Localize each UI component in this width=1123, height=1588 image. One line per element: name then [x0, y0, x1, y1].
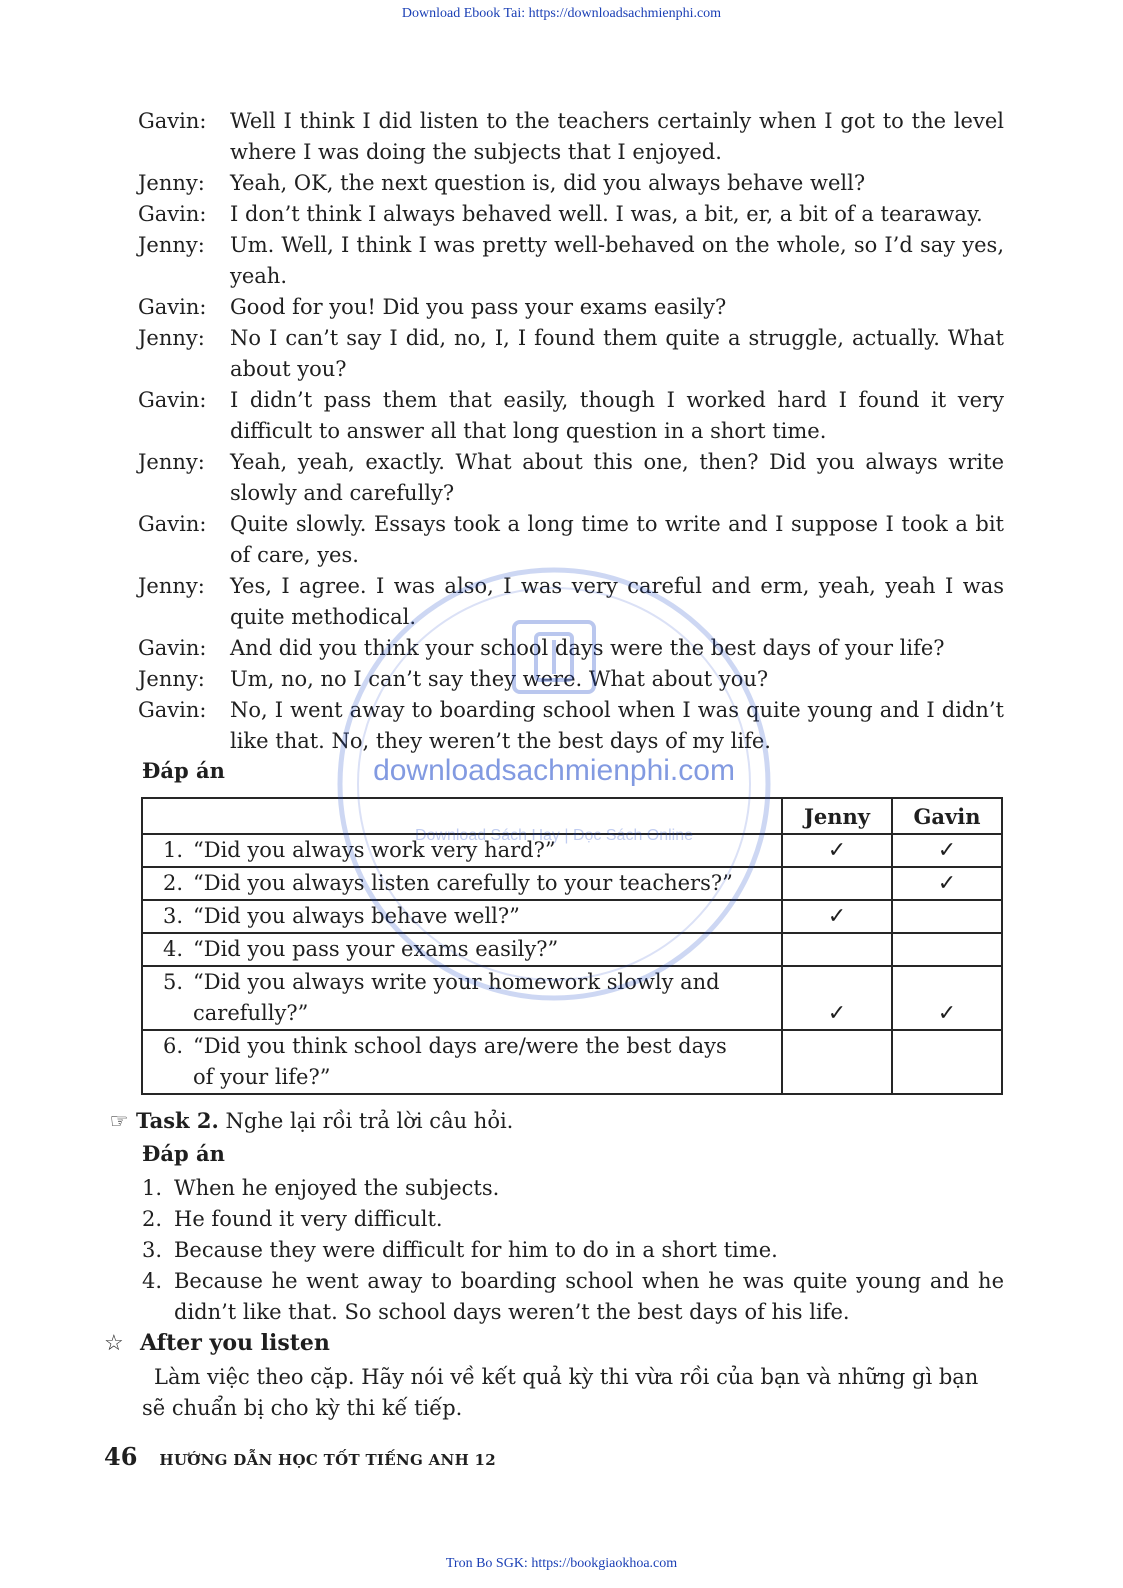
question-text: “Did you always behave well?”	[193, 904, 520, 928]
task2-instruction: Nghe lại rồi trả lời câu hỏi.	[225, 1109, 514, 1133]
question-text: “Did you always write your homework slowly and	[193, 970, 720, 994]
answer-text: He found it very difficult.	[174, 1207, 443, 1231]
question-cell	[142, 867, 782, 900]
speech-text: Yeah, OK, the next question is, did you always behave well?	[230, 171, 866, 195]
speaker-name: Jenny:	[138, 233, 205, 257]
speaker-name: Gavin:	[138, 636, 207, 660]
speaker-name: Jenny:	[138, 450, 205, 474]
gavin-check-cell	[892, 1030, 1002, 1094]
gavin-check-cell	[892, 900, 1002, 933]
question-cell	[142, 966, 782, 1030]
speaker-name: Gavin:	[138, 109, 207, 133]
question-text-continued: carefully?”	[193, 1001, 309, 1025]
speaker-name: Jenny:	[138, 667, 205, 691]
speaker-name: Jenny:	[138, 326, 205, 350]
pointing-hand-icon: ☞	[109, 1109, 129, 1133]
gavin-check-cell: ✓	[892, 867, 1002, 900]
book-title: HƯỚNG DẪN HỌC TỐT TIẾNG ANH 12	[159, 1451, 497, 1469]
footer-sgk-link[interactable]: Tron Bo SGK: https://bookgiaokhoa.com	[445, 1556, 678, 1571]
watermark-domain: downloadsachmienphi.com	[373, 754, 735, 787]
dialogue-turn	[138, 447, 1004, 509]
speaker-name: Gavin:	[138, 512, 207, 536]
dialogue-turn	[138, 292, 1004, 323]
dialogue-turn	[138, 385, 1004, 447]
question-cell	[142, 834, 782, 867]
star-icon: ☆	[104, 1331, 124, 1356]
answer-number: 3.	[142, 1238, 163, 1262]
column-header-gavin: Gavin	[892, 798, 1002, 834]
jenny-check-cell: ✓	[782, 966, 892, 1030]
speech-text: Quite slowly. Essays took a long time to write and I suppose I took a bit of care, yes.	[230, 512, 1004, 567]
column-header-jenny: Jenny	[782, 798, 892, 834]
question-text: “Did you think school days are/were the best days	[193, 1034, 727, 1058]
jenny-check-cell: ✓	[782, 900, 892, 933]
table-row	[142, 1030, 1002, 1094]
answer-table	[141, 797, 1003, 1095]
page-number: 46	[104, 1442, 138, 1471]
jenny-check-cell	[782, 933, 892, 966]
question-number: 2.	[163, 871, 184, 895]
after-you-listen-text: Làm việc theo cặp. Hãy nói về kết quả kỳ thi vừa rồi của bạn và những gì bạn sẽ chuẩn bị cho kỳ thi kế tiếp.	[142, 1365, 979, 1420]
task2-heading	[102, 1108, 513, 1133]
speaker-name: Gavin:	[138, 388, 207, 412]
jenny-check-cell	[782, 1030, 892, 1094]
speaker-name: Jenny:	[138, 574, 205, 598]
after-you-listen-heading	[104, 1330, 330, 1356]
answer-text: Because they were difficult for him to do in a short time.	[174, 1238, 778, 1262]
question-number: 3.	[163, 904, 184, 928]
jenny-check-cell	[782, 867, 892, 900]
dialogue-turn	[138, 571, 1004, 633]
table-row	[142, 966, 1002, 1030]
dialogue-turn	[138, 323, 1004, 385]
speech-text: And did you think your school days were the best days of your life?	[230, 636, 945, 660]
question-cell	[142, 933, 782, 966]
speech-text: I didn’t pass them that easily, though I worked hard I found it very difficult to answer all that long question in a short time.	[230, 388, 1004, 443]
after-you-listen-title: After you listen	[140, 1330, 330, 1356]
dialogue-turn	[138, 168, 1004, 199]
answer-number: 2.	[142, 1207, 163, 1231]
speech-text: I don’t think I always behaved well. I was, a bit, er, a bit of a tearaway.	[230, 202, 983, 226]
gavin-check-cell: ✓	[892, 834, 1002, 867]
dialogue-turn	[138, 509, 1004, 571]
page-footer	[104, 1442, 496, 1471]
speaker-name: Jenny:	[138, 171, 205, 195]
header-download-link[interactable]: Download Ebook Tai: https://downloadsachmienphi.com	[401, 6, 722, 21]
task2-answer-list	[142, 1173, 1004, 1328]
speaker-name: Gavin:	[138, 698, 207, 722]
question-cell	[142, 900, 782, 933]
speech-text: No I can’t say I did, no, I, I found them quite a struggle, actually. What about you?	[230, 326, 1004, 381]
speech-text: Um. Well, I think I was pretty well-behaved on the whole, so I’d say yes, yeah.	[230, 233, 1004, 288]
table-row	[142, 867, 1002, 900]
question-number: 5.	[163, 970, 184, 994]
question-text: “Did you always work very hard?”	[193, 838, 556, 862]
speech-text: Well I think I did listen to the teachers certainly when I got to the level where I was doing the subjects that I enjoyed.	[230, 109, 1004, 164]
gavin-check-cell	[892, 933, 1002, 966]
task2-label: Task 2.	[136, 1108, 219, 1133]
answer-number: 4.	[142, 1269, 163, 1293]
question-number: 4.	[163, 937, 184, 961]
dialogue-turn	[138, 664, 1004, 695]
list-item	[142, 1235, 1004, 1266]
speaker-name: Gavin:	[138, 295, 207, 319]
table-header-row	[142, 798, 1002, 834]
question-text: “Did you pass your exams easily?”	[193, 937, 559, 961]
dialogue-turn	[138, 633, 1004, 664]
dialogue-transcript	[138, 106, 1004, 757]
jenny-check-cell: ✓	[782, 834, 892, 867]
question-text-continued: of your life?”	[193, 1065, 331, 1089]
answer-number: 1.	[142, 1176, 163, 1200]
speech-text: Um, no, no I can’t say they were. What about you?	[230, 667, 769, 691]
dialogue-turn	[138, 695, 1004, 757]
dialogue-turn	[138, 199, 1004, 230]
table-row	[142, 834, 1002, 867]
speech-text: Yeah, yeah, exactly. What about this one, then? Did you always write slowly and carefully?	[230, 450, 1004, 505]
dap-an-heading: Đáp án	[142, 758, 225, 783]
question-text: “Did you always listen carefully to your teachers?”	[193, 871, 733, 895]
answer-text: When he enjoyed the subjects.	[174, 1176, 500, 1200]
task2-dap-an-heading: Đáp án	[142, 1141, 225, 1166]
list-item	[142, 1204, 1004, 1235]
list-item	[142, 1266, 1004, 1328]
speech-text: No, I went away to boarding school when I was quite young and I didn’t like that. No, they weren’t the best days of my life.	[230, 698, 1004, 753]
dialogue-turn	[138, 230, 1004, 292]
speaker-name: Gavin:	[138, 202, 207, 226]
answer-text: Because he went away to boarding school when he was quite young and he didn’t like that. So school days weren’t the best days of his life.	[174, 1269, 1004, 1324]
table-row	[142, 900, 1002, 933]
dialogue-turn	[138, 106, 1004, 168]
question-number: 1.	[163, 838, 184, 862]
speech-text: Good for you! Did you pass your exams easily?	[230, 295, 727, 319]
speech-text: Yes, I agree. I was also, I was very careful and erm, yeah, yeah I was quite methodical.	[230, 574, 1004, 629]
gavin-check-cell: ✓	[892, 966, 1002, 1030]
table-header-blank	[142, 798, 782, 834]
question-number: 6.	[163, 1034, 184, 1058]
watermark-tagline: Download Sách Hay | Đọc Sách Online	[414, 827, 694, 844]
question-cell	[142, 1030, 782, 1094]
table-row	[142, 933, 1002, 966]
list-item	[142, 1173, 1004, 1204]
